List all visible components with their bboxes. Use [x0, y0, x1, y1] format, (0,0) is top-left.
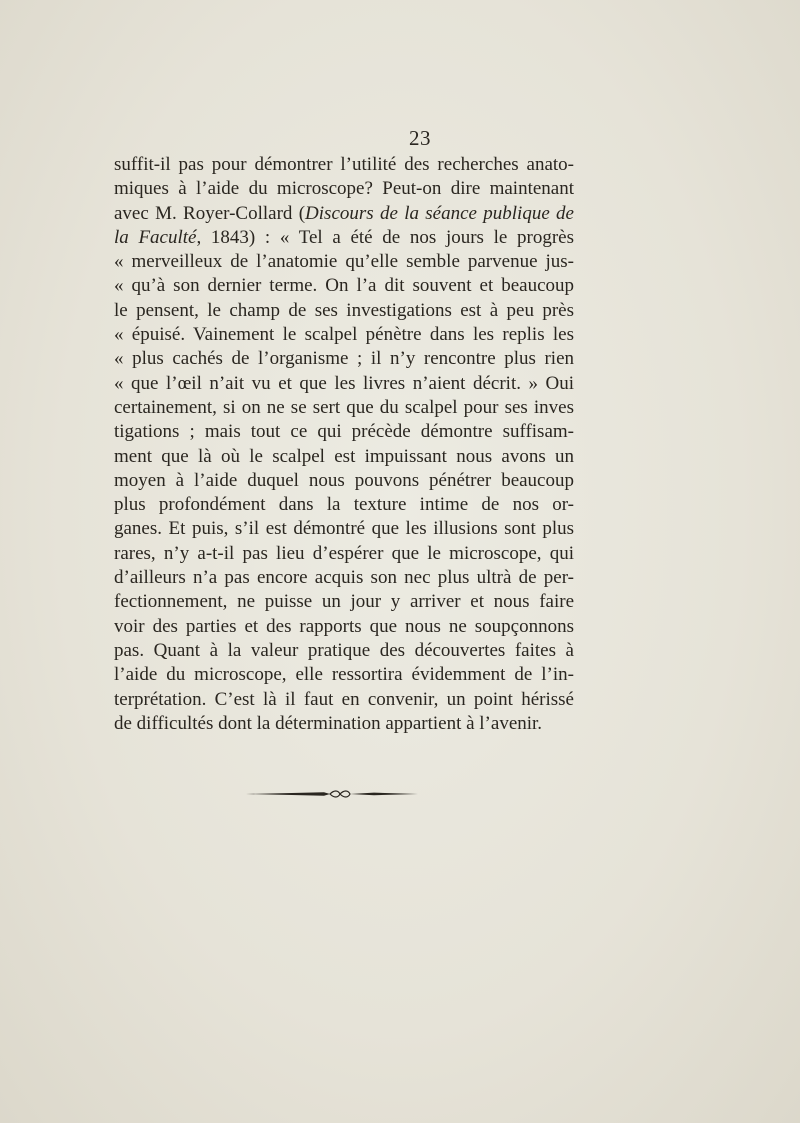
text-line: voir des parties et des rapports que nous ne soupçonnons: [114, 615, 574, 637]
text-line: « épuisé. Vainement le scalpel pénètre dans les replis les: [114, 324, 574, 346]
body-text: [114, 153, 574, 736]
text-line: suffit-il pas pour démontrer l’utilité des recherches anato-: [114, 154, 574, 175]
text-line: l’aide du microscope, elle ressortira évidemment de l’in-: [114, 664, 574, 686]
text-line: le pensent, le champ de ses investigations est à peu près: [114, 299, 574, 321]
text-line: pas. Quant à la valeur pratique des découvertes faites à: [114, 639, 574, 661]
text-line: de difficultés dont la détermination appartient à l’avenir.: [114, 712, 543, 734]
text-line: « qu’à son dernier terme. On l’a dit souvent et beaucoup: [114, 275, 574, 297]
typographic-rule-ornament-icon: [244, 784, 420, 804]
text-line: certainement, si on ne se sert que du scalpel pour ses inves: [114, 396, 574, 418]
text-line: ment que là où le scalpel est impuissant nous avons un: [114, 445, 574, 467]
text-line: miques à l’aide du microscope? Peut-on dire maintenant: [114, 178, 574, 200]
text-line: fectionnement, ne puisse un jour y arriver et nous faire: [114, 591, 574, 613]
text-line: avec M. Royer-Collard (Discours de la séance publique de: [114, 202, 574, 224]
text-line: rares, n’y a-t-il pas lieu d’espérer que le microscope, qui: [114, 542, 574, 564]
text-line: « que l’œil n’ait vu et que les livres n’aient décrit. » Oui: [114, 372, 574, 394]
text-line: d’ailleurs n’a pas encore acquis son nec plus ultrà de per-: [114, 567, 574, 589]
text-line: terprétation. C’est là il faut en convenir, un point hérissé: [114, 688, 574, 710]
page-number: 23: [409, 126, 431, 150]
text-line: « plus cachés de l’organisme ; il n’y rencontre plus rien: [114, 348, 574, 370]
text-line: ganes. Et puis, s’il est démontré que les illusions sont plus: [114, 518, 574, 540]
text-line: « merveilleux de l’anatomie qu’elle semble parvenue jus-: [114, 251, 574, 273]
text-line: plus profondément dans la texture intime de nos or-: [114, 494, 574, 516]
text-line: la Faculté, 1843) : « Tel a été de nos jours le progrès: [114, 226, 574, 248]
text-line: tigations ; mais tout ce qui précède démontre suffisam-: [114, 421, 574, 443]
text-line: moyen à l’aide duquel nous pouvons pénétrer beaucoup: [114, 469, 574, 491]
